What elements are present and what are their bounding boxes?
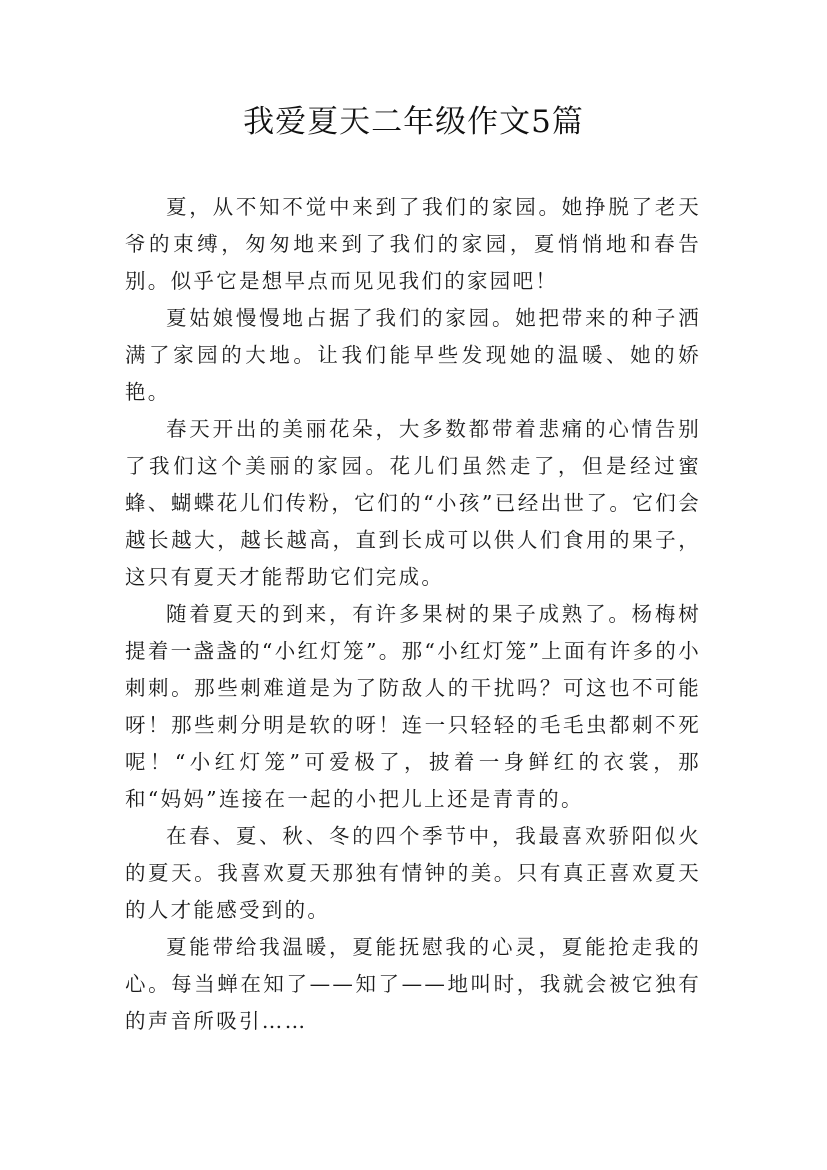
paragraph-3: 春天开出的美丽花朵，大多数都带着悲痛的心情告别了我们这个美丽的家园。花儿们虽然走了，但是经过蜜蜂、蝴蝶花儿们传粉，它们的“小孩”已经出世了。它们会越长越大，越长越高，直到长成可以供人们食用的果子，这只有夏天才能帮助它们完成。 <box>125 417 701 589</box>
paragraph-1: 夏，从不知不觉中来到了我们的家园。她挣脱了老天爷的束缚，匆匆地来到了我们的家园，夏悄悄地和春告别。似乎它是想早点而见见我们的家园吧！ <box>125 195 701 293</box>
paragraph-5: 在春、夏、秋、冬的四个季节中，我最喜欢骄阳似火的夏天。我喜欢夏天那独有情钟的美。只有真正喜欢夏天的人才能感受到的。 <box>125 824 701 922</box>
paragraph-2: 夏姑娘慢慢地占据了我们的家园。她把带来的种子洒满了家园的大地。让我们能早些发现她的温暖、她的娇艳。 <box>125 306 701 404</box>
paragraph-4: 随着夏天的到来，有许多果树的果子成熟了。杨梅树提着一盏盏的“小红灯笼”。那“小红灯笼”上面有许多的小刺刺。那些刺难道是为了防敌人的干扰吗？可这也不可能呀！那些刺分明是软的呀！连一只轻轻的毛毛虫都刺不死呢！“小红灯笼”可爱极了，披着一身鲜红的衣裳，那和“妈妈”连接在一起的小把儿上还是青青的。 <box>125 602 701 811</box>
essay-body <box>125 189 701 1040</box>
paragraph-6: 夏能带给我温暖，夏能抚慰我的心灵，夏能抢走我的心。每当蝉在知了——知了——地叫时，我就会被它独有的声音所吸引…… <box>125 935 701 1033</box>
document-title: 我爱夏天二年级作文5篇 <box>243 104 584 140</box>
